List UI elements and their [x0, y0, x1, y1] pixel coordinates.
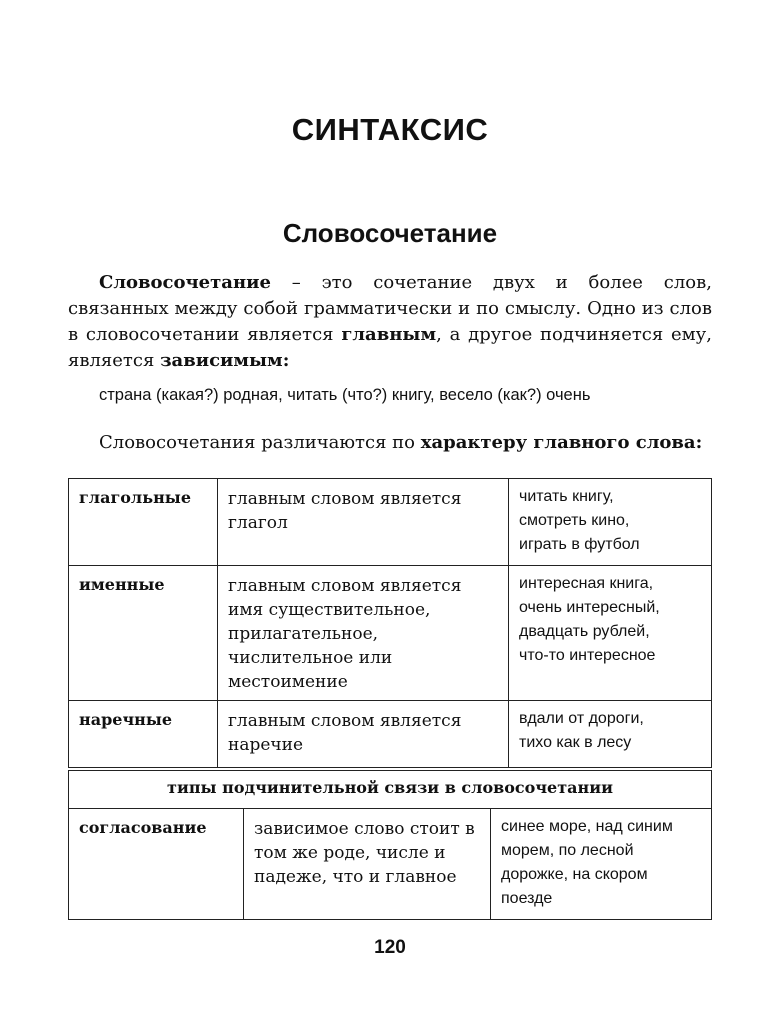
main-word-term: главным [341, 324, 437, 345]
classification-lead [99, 430, 712, 456]
table-row [69, 701, 712, 768]
type-cell: глагольные [69, 479, 218, 566]
example-line: вдали от дороги, [519, 710, 644, 727]
description-cell: главным словом является глагол [218, 479, 509, 566]
example-line: смотреть кино, [519, 512, 630, 529]
definition-text-1: – это сочетание двух и более слов, связанных между собой грамматически и по смыслу. Одно из слов в словосочетании является [68, 272, 712, 345]
classification-lead-bold: характеру главного слова [420, 432, 696, 453]
examples-cell [509, 566, 712, 701]
table-row [69, 479, 712, 566]
definition-term: Словосочетание [99, 272, 271, 293]
example-line: тихо как в лесу [519, 734, 632, 751]
definition-paragraph [68, 270, 712, 374]
table-row [69, 809, 712, 920]
classification-lead-text: Словосочетания различаются по [99, 432, 421, 453]
example-line: двадцать рублей, [519, 623, 650, 640]
description-cell: главным словом является имя существительное, прилагательное, числительное или местоимение [218, 566, 509, 701]
description-cell: главным словом является наречие [218, 701, 509, 768]
definition-text-2: , а другое подчиняется ему, является [68, 324, 712, 371]
word-combination-types-table [68, 478, 712, 768]
type-cell: согласование [69, 809, 244, 920]
example-line: очень интересный, [519, 599, 660, 616]
subordinate-links-table [68, 770, 712, 920]
example-line: что-то интересное [519, 647, 656, 664]
example-line: поезде [501, 890, 553, 907]
description-cell: зависимое слово стоит в том же роде, числе и падеже, что и главное [244, 809, 491, 920]
example-line: интересная книга, [519, 575, 654, 592]
examples-cell [509, 479, 712, 566]
page-number: 120 [374, 937, 406, 958]
example-line: морем, по лесной [501, 842, 634, 859]
dependent-word-term: зависимым [160, 350, 283, 371]
example-line: дорожке, на скором [501, 866, 648, 883]
examples-cell [491, 809, 712, 920]
example-line: читать книгу, [519, 488, 614, 505]
type-cell: наречные [69, 701, 218, 768]
classification-lead-colon: : [695, 432, 703, 453]
table-header-row [69, 771, 712, 809]
examples-cell [509, 701, 712, 768]
example-line: играть в футбол [519, 536, 640, 553]
examples-line: страна (какая?) родная, читать (что?) книгу, весело (как?) очень [99, 386, 591, 404]
definition-colon: : [282, 350, 290, 371]
example-line: синее море, над синим [501, 818, 673, 835]
table-header: типы подчинительной связи в словосочетании [69, 771, 712, 809]
type-cell: именные [69, 566, 218, 701]
table-row [69, 566, 712, 701]
section-title: Словосочетание [282, 218, 498, 248]
chapter-title: СИНТАКСИС [291, 112, 489, 147]
